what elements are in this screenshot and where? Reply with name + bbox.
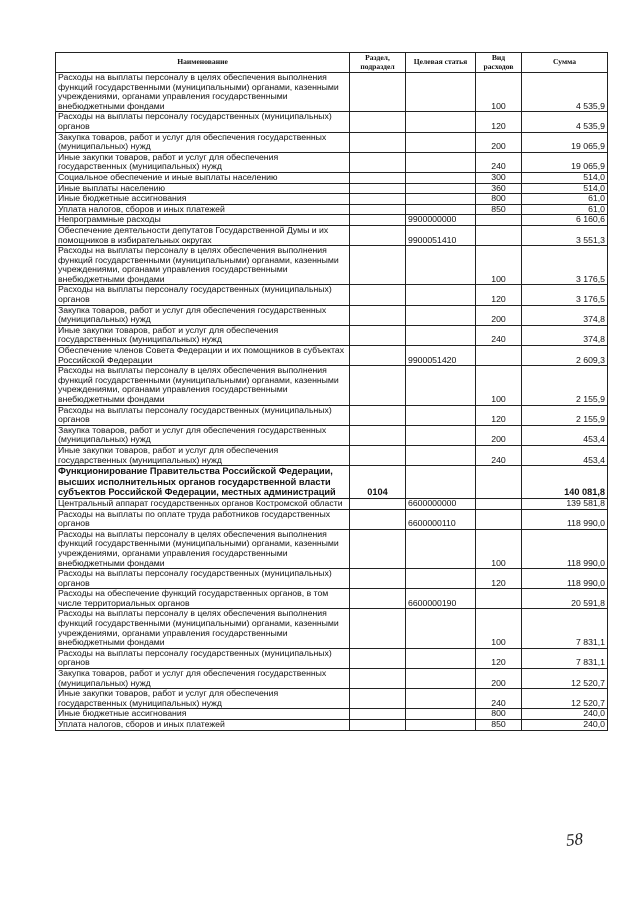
table-row [56, 215, 608, 226]
row-section-cell [350, 225, 406, 245]
table-row [56, 425, 608, 445]
table-row [56, 648, 608, 668]
row-sum-cell: 7 831,1 [522, 648, 608, 668]
header-target: Целевая статья [406, 53, 476, 73]
row-sum-cell: 3 551,3 [522, 225, 608, 245]
row-type-cell: 100 [476, 609, 522, 648]
row-target-cell [406, 325, 476, 345]
row-target-cell [406, 246, 476, 285]
header-type: Вид расходов [476, 53, 522, 73]
row-target-cell [406, 73, 476, 112]
row-section-cell [350, 73, 406, 112]
table-row [56, 246, 608, 285]
row-section-cell [350, 215, 406, 226]
row-sum-cell: 514,0 [522, 172, 608, 183]
row-name-cell: Иные бюджетные ассигнования [56, 194, 350, 205]
row-name-cell: Обеспечение членов Совета Федерации и их помощников в субъектах Российской Федерации [56, 346, 350, 366]
row-name-cell: Иные закупки товаров, работ и услуг для обеспечения государственных (муниципальных) нужд [56, 152, 350, 172]
row-section-cell [350, 709, 406, 720]
row-sum-cell: 240,0 [522, 720, 608, 731]
row-name-cell: Непрограммные расходы [56, 215, 350, 226]
table-row [56, 325, 608, 345]
header-name: Наименование [56, 53, 350, 73]
row-sum-cell: 61,0 [522, 194, 608, 205]
table-row [56, 305, 608, 325]
row-sum-cell: 2 155,9 [522, 405, 608, 425]
row-section-cell [350, 529, 406, 568]
row-name-cell: Закупка товаров, работ и услуг для обеспечения государственных (муниципальных) нужд [56, 305, 350, 325]
row-type-cell: 120 [476, 285, 522, 305]
row-type-cell: 100 [476, 246, 522, 285]
row-name-cell: Расходы на выплаты персоналу государственных (муниципальных) органов [56, 569, 350, 589]
row-type-cell: 300 [476, 172, 522, 183]
row-type-cell [476, 346, 522, 366]
table-row [56, 152, 608, 172]
row-section-cell [350, 720, 406, 731]
row-name-cell: Расходы на выплаты персоналу в целях обеспечения выполнения функций государственными (муниципальными) органами, казенными учреждениями, органами управления государственными внебюджетными фондами [56, 366, 350, 405]
row-name-cell: Расходы на выплаты персоналу государственных (муниципальных) органов [56, 285, 350, 305]
row-section-cell [350, 152, 406, 172]
row-name-cell: Расходы на выплаты персоналу государственных (муниципальных) органов [56, 405, 350, 425]
row-name-cell: Закупка товаров, работ и услуг для обеспечения государственных (муниципальных) нужд [56, 669, 350, 689]
row-type-cell: 200 [476, 669, 522, 689]
row-section-cell [350, 246, 406, 285]
row-target-cell [406, 609, 476, 648]
row-target-cell [406, 152, 476, 172]
row-sum-cell: 4 535,9 [522, 73, 608, 112]
row-type-cell [476, 215, 522, 226]
table-row [56, 445, 608, 465]
row-name-cell: Иные закупки товаров, работ и услуг для обеспечения государственных (муниципальных) нужд [56, 689, 350, 709]
row-name-cell: Иные закупки товаров, работ и услуг для обеспечения государственных (муниципальных) нужд [56, 445, 350, 465]
row-section-cell [350, 589, 406, 609]
row-sum-cell: 3 176,5 [522, 246, 608, 285]
row-sum-cell: 20 591,8 [522, 589, 608, 609]
row-name-cell: Иные выплаты населению [56, 183, 350, 194]
table-row [56, 669, 608, 689]
table-row [56, 204, 608, 215]
row-section-cell [350, 609, 406, 648]
row-section-cell [350, 285, 406, 305]
page-number: 58 [565, 829, 584, 850]
row-type-cell: 100 [476, 529, 522, 568]
table-row [56, 529, 608, 568]
row-sum-cell: 140 081,8 [522, 466, 608, 499]
row-name-cell: Расходы на обеспечение функций государственных органов, в том числе территориальных органов [56, 589, 350, 609]
row-sum-cell: 19 065,9 [522, 152, 608, 172]
row-type-cell: 120 [476, 112, 522, 132]
row-section-cell [350, 346, 406, 366]
row-name-cell: Закупка товаров, работ и услуг для обеспечения государственных (муниципальных) нужд [56, 425, 350, 445]
row-section-cell [350, 305, 406, 325]
row-sum-cell: 374,8 [522, 305, 608, 325]
header-sum: Сумма [522, 53, 608, 73]
row-target-cell [406, 405, 476, 425]
table-row [56, 73, 608, 112]
row-target-cell [406, 305, 476, 325]
row-target-cell [406, 720, 476, 731]
row-section-cell [350, 366, 406, 405]
row-type-cell: 120 [476, 648, 522, 668]
table-row [56, 405, 608, 425]
row-name-cell: Расходы на выплаты персоналу государственных (муниципальных) органов [56, 648, 350, 668]
table-header-row [56, 53, 608, 73]
row-type-cell: 800 [476, 194, 522, 205]
table-row [56, 569, 608, 589]
table-body [56, 73, 608, 731]
row-type-cell [476, 589, 522, 609]
row-target-cell: 9900051420 [406, 346, 476, 366]
row-section-cell [350, 132, 406, 152]
row-name-cell: Закупка товаров, работ и услуг для обеспечения государственных (муниципальных) нужд [56, 132, 350, 152]
row-type-cell: 800 [476, 709, 522, 720]
row-name-cell: Социальное обеспечение и иные выплаты населению [56, 172, 350, 183]
row-type-cell: 240 [476, 689, 522, 709]
row-type-cell: 200 [476, 132, 522, 152]
table-row [56, 225, 608, 245]
row-target-cell [406, 689, 476, 709]
table-row [56, 509, 608, 529]
row-target-cell [406, 204, 476, 215]
table-row [56, 720, 608, 731]
row-target-cell [406, 569, 476, 589]
header-section: Раздел, подраздел [350, 53, 406, 73]
table-row [56, 112, 608, 132]
row-target-cell [406, 172, 476, 183]
row-section-cell: 0104 [350, 466, 406, 499]
row-target-cell [406, 366, 476, 405]
row-type-cell: 100 [476, 73, 522, 112]
row-target-cell: 6600000110 [406, 509, 476, 529]
row-type-cell [476, 509, 522, 529]
row-sum-cell: 7 831,1 [522, 609, 608, 648]
row-sum-cell: 61,0 [522, 204, 608, 215]
row-type-cell: 120 [476, 405, 522, 425]
row-sum-cell: 118 990,0 [522, 569, 608, 589]
row-name-cell: Расходы на выплаты персоналу в целях обеспечения выполнения функций государственными (муниципальными) органами, казенными учреждениями, органами управления государственными внебюджетными фондами [56, 609, 350, 648]
row-sum-cell: 514,0 [522, 183, 608, 194]
budget-sheet [55, 52, 608, 731]
row-sum-cell: 12 520,7 [522, 689, 608, 709]
row-name-cell: Функционирование Правительства Российской Федерации, высших исполнительных органов государственной власти субъектов Российской Федерации, местных администраций [56, 466, 350, 499]
budget-table [55, 52, 608, 731]
row-target-cell: 9900000000 [406, 215, 476, 226]
row-target-cell [406, 285, 476, 305]
row-name-cell: Центральный аппарат государственных органов Костромской области [56, 498, 350, 509]
row-name-cell: Расходы на выплаты персоналу в целях обеспечения выполнения функций государственными (муниципальными) органами, казенными учреждениями, органами управления государственными внебюджетными фондами [56, 529, 350, 568]
table-row [56, 589, 608, 609]
row-sum-cell: 2 155,9 [522, 366, 608, 405]
row-section-cell [350, 112, 406, 132]
row-target-cell [406, 445, 476, 465]
table-row [56, 132, 608, 152]
row-target-cell: 9900051410 [406, 225, 476, 245]
table-row [56, 194, 608, 205]
row-sum-cell: 374,8 [522, 325, 608, 345]
row-type-cell: 850 [476, 204, 522, 215]
row-target-cell [406, 183, 476, 194]
row-type-cell [476, 225, 522, 245]
row-type-cell: 200 [476, 305, 522, 325]
table-row [56, 346, 608, 366]
row-target-cell: 6600000000 [406, 498, 476, 509]
row-sum-cell: 118 990,0 [522, 529, 608, 568]
row-target-cell [406, 709, 476, 720]
row-type-cell [476, 466, 522, 499]
row-section-cell [350, 325, 406, 345]
row-type-cell: 200 [476, 425, 522, 445]
row-sum-cell: 453,4 [522, 425, 608, 445]
table-row [56, 466, 608, 499]
table-row [56, 172, 608, 183]
row-section-cell [350, 669, 406, 689]
table-row [56, 498, 608, 509]
row-section-cell [350, 405, 406, 425]
table-row [56, 183, 608, 194]
row-name-cell: Иные бюджетные ассигнования [56, 709, 350, 720]
row-type-cell: 360 [476, 183, 522, 194]
row-sum-cell: 139 581,8 [522, 498, 608, 509]
table-row [56, 689, 608, 709]
row-type-cell: 240 [476, 325, 522, 345]
row-name-cell: Уплата налогов, сборов и иных платежей [56, 720, 350, 731]
table-row [56, 609, 608, 648]
row-section-cell [350, 509, 406, 529]
row-sum-cell: 118 990,0 [522, 509, 608, 529]
row-section-cell [350, 172, 406, 183]
table-row [56, 709, 608, 720]
row-section-cell [350, 183, 406, 194]
row-target-cell [406, 648, 476, 668]
row-section-cell [350, 498, 406, 509]
row-section-cell [350, 445, 406, 465]
row-type-cell: 120 [476, 569, 522, 589]
row-sum-cell: 4 535,9 [522, 112, 608, 132]
row-sum-cell: 12 520,7 [522, 669, 608, 689]
row-target-cell [406, 529, 476, 568]
row-section-cell [350, 194, 406, 205]
row-target-cell [406, 112, 476, 132]
row-target-cell [406, 425, 476, 445]
row-type-cell: 100 [476, 366, 522, 405]
row-name-cell: Расходы на выплаты по оплате труда работников государственных органов [56, 509, 350, 529]
row-type-cell: 240 [476, 152, 522, 172]
row-sum-cell: 3 176,5 [522, 285, 608, 305]
row-target-cell [406, 194, 476, 205]
row-sum-cell: 453,4 [522, 445, 608, 465]
row-section-cell [350, 425, 406, 445]
row-target-cell [406, 132, 476, 152]
row-sum-cell: 2 609,3 [522, 346, 608, 366]
table-row [56, 285, 608, 305]
row-target-cell [406, 466, 476, 499]
row-section-cell [350, 689, 406, 709]
row-name-cell: Расходы на выплаты персоналу в целях обеспечения выполнения функций государственными (муниципальными) органами, казенными учреждениями, органами управления государственными внебюджетными фондами [56, 73, 350, 112]
row-section-cell [350, 648, 406, 668]
row-name-cell: Обеспечение деятельности депутатов Государственной Думы и их помощников в избирательных округах [56, 225, 350, 245]
row-sum-cell: 240,0 [522, 709, 608, 720]
row-section-cell [350, 569, 406, 589]
row-name-cell: Расходы на выплаты персоналу в целях обеспечения выполнения функций государственными (муниципальными) органами, казенными учреждениями, органами управления государственными внебюджетными фондами [56, 246, 350, 285]
row-sum-cell: 6 160,6 [522, 215, 608, 226]
row-name-cell: Расходы на выплаты персоналу государственных (муниципальных) органов [56, 112, 350, 132]
row-section-cell [350, 204, 406, 215]
row-target-cell [406, 669, 476, 689]
table-row [56, 366, 608, 405]
row-sum-cell: 19 065,9 [522, 132, 608, 152]
row-type-cell [476, 498, 522, 509]
row-name-cell: Иные закупки товаров, работ и услуг для обеспечения государственных (муниципальных) нужд [56, 325, 350, 345]
row-name-cell: Уплата налогов, сборов и иных платежей [56, 204, 350, 215]
row-type-cell: 850 [476, 720, 522, 731]
row-type-cell: 240 [476, 445, 522, 465]
row-target-cell: 6600000190 [406, 589, 476, 609]
